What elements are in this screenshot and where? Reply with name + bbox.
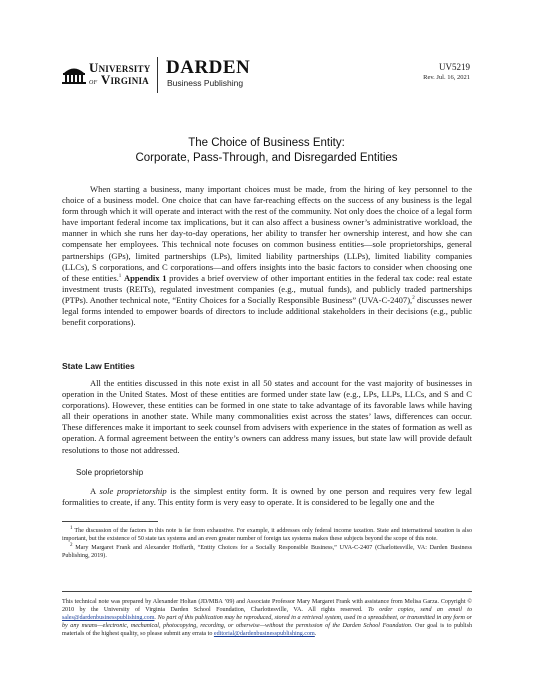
uva-wordmark — [89, 62, 150, 88]
note-end: . — [314, 631, 317, 637]
darden-wordmark: DARDEN — [166, 57, 251, 78]
footnotes — [62, 527, 472, 561]
document-title — [0, 136, 533, 166]
publisher-note-text: This technical note was prepared by Alexander Holtan (JD/MBA ’09) and Associate Professor Mary Margaret Frank with assistance from Melisa Garza. Copyright © 2010 by the University of Virginia Darden School Foundation, Charlottesville, VA. All rights reserved. — [62, 599, 472, 613]
sole-prop-text-b: is the simplest entity form. It is owned by one person and requires very few legal formalities to create, if any. This entity form is very easy to operate. It is considered to be legally one and the — [62, 486, 472, 508]
footnote-rule — [62, 521, 158, 522]
intro-text-3: discusses newer legal forms intended to empower boards of directors to include additional stakeholders in their decisions (e.g., public benefit corporations). — [62, 294, 472, 328]
appendix-ref: Appendix 1 — [123, 272, 167, 283]
order-copies-text: To order copies, send an email to — [367, 607, 472, 613]
sales-email-link[interactable]: sales@dardenbusinesspublishing.com — [62, 615, 155, 621]
section-heading-state-law: State Law Entities — [62, 361, 135, 371]
uva-line1: University — [89, 60, 151, 75]
logo-divider — [157, 57, 158, 93]
uva-line2: Virginia — [100, 72, 149, 87]
footnote-2-text: Mary Margaret Frank and Alexander Hoffarth, “Entity Choices for a Socially Responsible Business,” UVA-C-2407 (Charlottesville, VA: Darden Business Publishing, 2019). — [62, 545, 472, 559]
publisher-note — [62, 598, 472, 638]
case-code: UV5219 — [439, 62, 470, 72]
business-publishing-label: Business Publishing — [167, 78, 244, 88]
footnote-2-num: 2 — [70, 542, 73, 548]
sole-prop-paragraph — [62, 486, 472, 508]
state-law-paragraph — [62, 378, 472, 456]
subheading-sole-proprietorship: Sole proprietorship — [76, 468, 144, 477]
intro-text-2: provides a brief overview of other important entities in the federal tax code: real estate investment trusts (REITs), regulated investment companies (e.g., mutual funds), and publicly traded partnerships (PTPs). Another technical note, “Entity Choices for a Socially Responsible Business” (UVA-C-2407), — [62, 272, 472, 305]
uva-logo — [62, 60, 156, 94]
sole-prop-term: sole proprietorship — [99, 486, 167, 496]
intro-text-1: When starting a business, many important choices must be made, from the hiring of key personnel to the choice of a business model. One choice that can have far-reaching effects on the success of any business is the legal form through which it will operate and interact with the rest of the community. Not only does the choice of a legal form have important federal income tax implications, but it can also affect a business owner’s administrative workload, the manner in which she runs her day-to-day operations, her ability to transfer her ownership interest, and how she can compensate her employees. This technical note focuses on common business entities—sole proprietorships, general partnerships (GPs), limited partnerships (LPs), limited liability partnerships (LLPs), limited liability companies (LLCs), S corporations, and C corporations—and offers insights into the basic factors to consider when choosing one of these entities. — [62, 184, 472, 283]
copyright-restriction-text: . No part of this publication may be reproduced, stored in a retrieval system, used in a spreadsheet, or transmitted in any form or by any means—electronic, mechanical, photocopying, recording, or otherwise—without the permission of the Darden School Foundation. — [62, 615, 472, 629]
revision-date: Rev. Jul. 16, 2021 — [423, 74, 470, 81]
intro-paragraph — [62, 184, 472, 328]
footnote-ref-2: 2 — [412, 296, 415, 302]
footnote-1-num: 1 — [70, 525, 73, 531]
sole-prop-text-a: A — [90, 486, 100, 496]
uva-of: of — [89, 77, 98, 86]
editorial-email-link[interactable]: editorial@dardenbusinesspublishing.com — [213, 631, 315, 637]
rotunda-icon — [62, 64, 86, 84]
footnote-1-text: The discussion of the factors in this note is far from exhaustive. For example, it addresses only federal income taxation. State and international taxation is also important, but the existence of 50 state tax systems and an even greater number of foreign tax systems makes these subjects beyond the scope of this note. — [62, 528, 472, 542]
footnote-1 — [62, 527, 472, 543]
footnote-ref-1: 1 — [118, 273, 122, 279]
title-line2: Corporate, Pass-Through, and Disregarded Entities — [135, 152, 398, 164]
publisher-note-rule — [62, 591, 472, 592]
state-law-text: All the entities discussed in this note exist in all 50 states and account for the vast majority of businesses in operation in the United States. Most of these entities are formed under state law (e.g., LPs, LLPs, LLCs, and S and C corporations). However, these entities can be formed in one state to take advantage of its favorable laws while having all their operations in another state. While many commonalities exist across the states’ laws, differences can occur. These differences make it important to seek counsel from advisers with experience in the states of formation as well as operation. A formal agreement between the entity’s owners can address many issues, but state law will provide default resolutions to those not addressed. — [62, 378, 472, 455]
title-line1: The Choice of Business Entity: — [188, 137, 345, 149]
errata-text: Our goal is to publish materials of the highest quality, so please submit any errata to — [62, 623, 472, 637]
footnote-2 — [62, 544, 472, 560]
